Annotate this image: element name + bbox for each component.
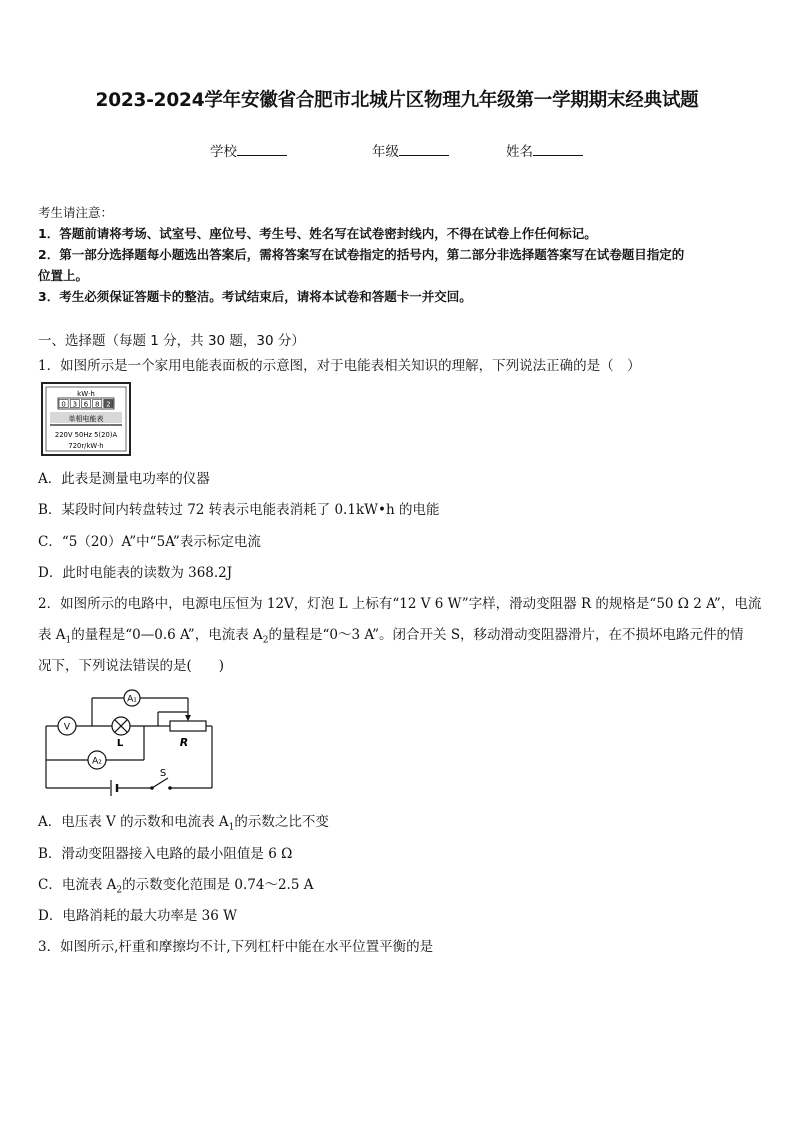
notice-item-1: 1．答题前请将考场、试室号、座位号、考生号、姓名写在试卷密封线内，不得在试卷上作任何标记。 [38,226,597,241]
notice-item-2-cont: 位置上。 [38,268,89,283]
q2-line2-mid: 的量程是“0—0.6 A”，电流表 A [71,627,263,643]
rheostat-arrow [185,715,191,721]
switch-label: S [159,768,167,779]
q1-option-b: B．某段时间内转盘转过 72 转表示电能表消耗了 0.1kW•h 的电能 [38,502,440,518]
q2-a-sub: 1 [228,822,235,833]
q3-stem: 3．如图所示,杆重和摩擦均不计,下列杠杆中能在水平位置平衡的是 [38,939,434,955]
q1-option-c: C．“5（20）A”中“5A”表示标定电流 [38,534,261,550]
q1-stem: 1．如图所示是一个家用电能表面板的示意图，对于电能表相关知识的理解，下列说法正确的是（ ） [38,358,641,374]
q2-line2-pre: 表 A [38,627,66,643]
q2-line2-sub1: 1 [65,635,72,646]
q2-a-pre: A．电压表 V 的示数和电流表 A [38,814,229,830]
switch-contact [168,786,172,790]
q2-c-sub: 2 [116,885,123,896]
q2-option-b: B．滑动变阻器接入电路的最小阻值是 6 Ω [38,846,293,862]
meter-unit: kW·h [77,390,95,398]
meter-digit: 3 [72,400,78,409]
meter-rev: 720r/kW·h [68,442,104,450]
q2-stem-line2 [38,623,744,646]
name-label: 姓名 [506,144,533,160]
q2-c-pre: C．电流表 A [38,877,117,893]
q1-option-a: A．此表是测量电功率的仪器 [38,471,210,487]
meter-digit: 6 [83,400,89,409]
rheostat-resistor [170,721,206,731]
rheostat-label: R [179,736,189,749]
q2-stem-line1: 2．如图所示的电路中，电源电压恒为 12V，灯泡 L 上标有“12 V 6 W”字样，滑动变阻器 R 的规格是“50 Ω 2 A”，电流 [38,596,762,612]
meter-label: 单相电能表 [68,415,104,423]
energy-meter-figure [40,381,132,457]
notice-item-3: 3．考生必须保证答题卡的整洁。考试结束后，请将本试卷和答题卡一并交回。 [38,289,472,304]
grade-label: 年级 [372,144,399,160]
meter-digit: 0 [61,400,66,409]
q1-option-d: D．此时电能表的读数为 368.2J [38,565,233,581]
switch-contact [150,786,154,790]
grade-field [372,140,449,160]
circuit-diagram [40,684,220,802]
q2-line2-sub2: 2 [262,635,269,646]
meter-spec: 220V 50Hz 5(20)A [54,431,118,439]
school-field [210,140,287,160]
section-heading: 一、选择题（每题 1 分，共 30 题，30 分） [38,333,305,349]
meter-digits [59,400,113,409]
grade-blank [399,143,449,156]
q2-stem-line3: 况下，下列说法错误的是( ) [38,658,225,674]
q2-line2-post: 的量程是“0～3 A”。闭合开关 S，移动滑动变阻器滑片，在不损坏电路元件的情 [268,627,744,643]
meter-digit: 8 [94,400,100,409]
name-blank [533,143,583,156]
q2-option-a [38,810,329,833]
notice-heading: 考生请注意： [38,205,114,220]
switch-blade [152,778,168,788]
ammeter-a1-label: A₁ [127,694,137,705]
name-field [506,140,583,160]
q2-option-c [38,873,313,896]
meter-digit: 2 [106,400,111,409]
q2-option-d: D．电路消耗的最大功率是 36 W [38,908,237,924]
school-blank [237,143,287,156]
notice-item-2: 2．第一部分选择题每小题选出答案后，需将答案写在试卷指定的括号内，第二部分非选择题答案写在试卷题目指定的 [38,247,685,262]
q2-a-post: 的示数之比不变 [234,814,329,830]
page-title: 2023-2024学年安徽省合肥市北城片区物理九年级第一学期期末经典试题 [95,90,699,111]
voltmeter-v-label: V [63,722,71,733]
school-label: 学校 [210,144,237,160]
q2-c-post: 的示数变化范围是 0.74～2.5 A [122,877,314,893]
ammeter-a2-label: A₂ [92,756,102,767]
lamp-label: L [116,738,124,749]
